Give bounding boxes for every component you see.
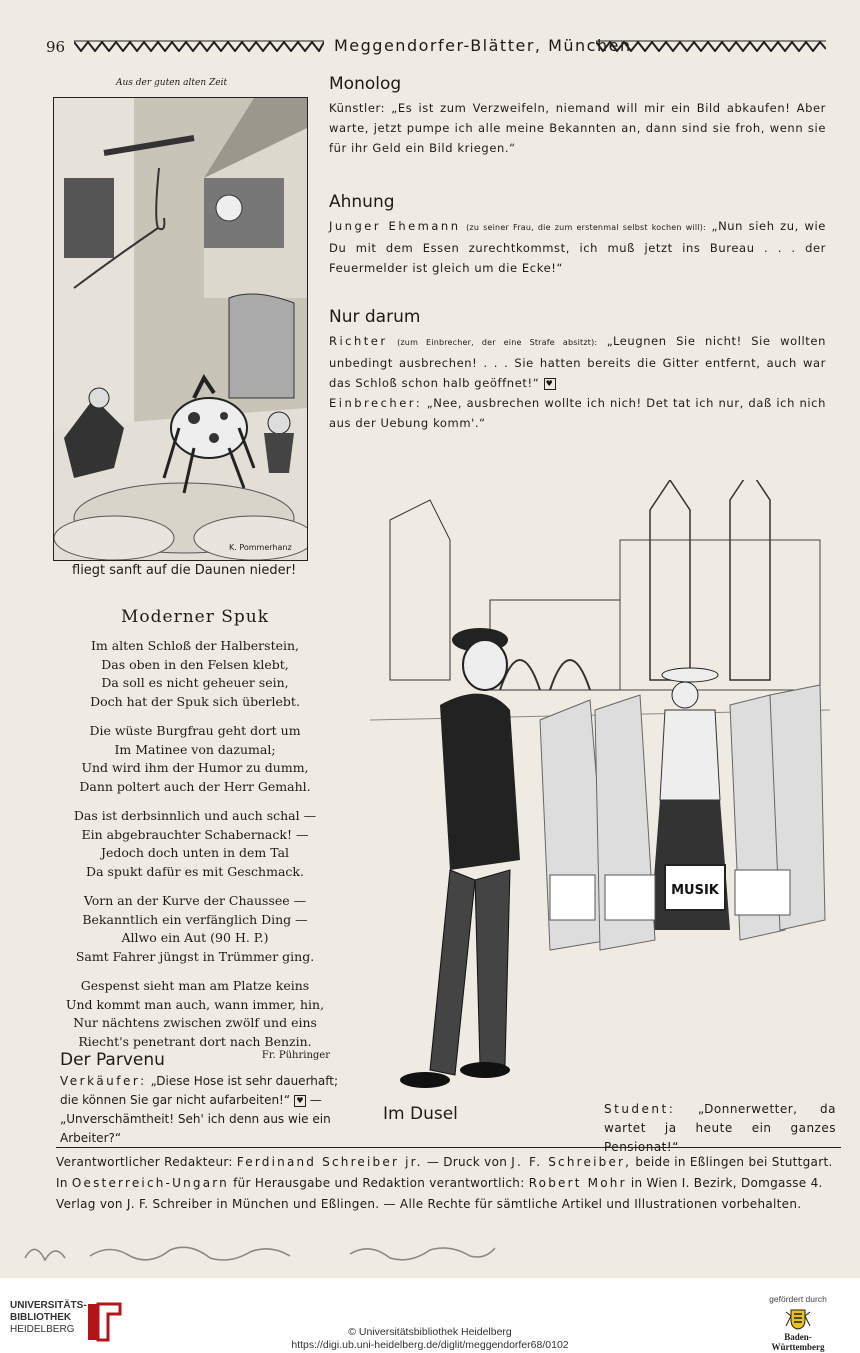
poem-author: Fr. Pühringer — [261, 1050, 330, 1061]
nur-darum-section — [329, 307, 826, 433]
poem-line: Da soll es nicht geheuer sein, — [101, 675, 289, 690]
ahnung-body: „Nun sieh zu, wie Du mit dem Essen zurechtkommst, ich muß jetzt ins Bureau . . . der Feuermelder ist gleich um die Ecke!“ — [329, 219, 826, 275]
library-name-line: HEIDELBERG — [10, 1324, 75, 1335]
imprint-text: beide in Eßlingen bei Stuttgart. — [635, 1155, 833, 1169]
funded-by-label: gefördert durch — [769, 1294, 827, 1304]
library-footer — [0, 1278, 860, 1353]
parvenu-speaker: Verkäufer: — [60, 1074, 147, 1088]
poem-line: Im Matinee von dazumal; — [114, 741, 276, 757]
poem-line: Ein abgebrauchter Schabernack! — — [81, 826, 309, 842]
imprint-text: In — [56, 1176, 68, 1190]
page-header — [40, 36, 830, 58]
funder-name: Baden-Württemberg — [771, 1332, 825, 1352]
monolog-body: „Es ist zum Verzweifeln, niemand will mir ein Bild abkaufen! Aber warte, jetzt pumpe ich alle meine Bekannten an, dann sind sie froh, wenn sie für ihr Geld ein Bild kriegen.“ — [329, 101, 826, 155]
library-name-line: UNIVERSITÄTS- — [10, 1300, 87, 1311]
poem-line: Das ist derbsinnlich und auch schal — — [73, 808, 317, 823]
richter-body: „Leugnen Sie nicht! Sie wollten unbedingt ausbrechen! . . . Sie hatten bereits die Gitter entfernt, auch war das Schloß schon halb geöffnet!“ — [329, 334, 826, 390]
library-name-line: BIBLIOTHEK — [10, 1312, 72, 1323]
magazine-title: Meggendorfer-Blätter, München — [334, 36, 632, 55]
student-speaker: Student: — [604, 1102, 676, 1116]
poem-line: Die wüste Burgfrau geht dort um — [89, 723, 301, 738]
poem-line: Da spukt dafür es mit Geschmack. — [86, 863, 304, 879]
illustration1-caption-top: Aus der guten alten Zeit — [116, 78, 228, 88]
poem-line: Doch hat der Spuk sich überlebt. — [90, 693, 300, 709]
imprint-footer — [56, 1152, 856, 1215]
permalink-url[interactable]: https://digi.ub.uni-heidelberg.de/diglit/meggendorfer68/0102 — [291, 1339, 569, 1351]
einbrecher-body: „Nee, ausbrechen wollte ich nich! Det tat ich nur, daß ich nich aus der Uebung komm'.“ — [329, 396, 826, 430]
illustration-im-dusel — [370, 480, 830, 1100]
header-ornament-left — [74, 40, 324, 52]
imprint-editor: Ferdinand Schreiber jr. — [236, 1155, 423, 1169]
poem-stanza-1 — [60, 637, 330, 711]
illustration1-caption: fliegt sanft auf die Daunen nieder! — [72, 563, 297, 578]
funding-notice — [758, 1294, 838, 1352]
imprint-text: — Druck von — [426, 1155, 508, 1169]
poem-line: Bekanntlich ein verfänglich Ding — — [82, 911, 308, 927]
illustration-horse-falling — [53, 97, 308, 561]
imprint-line-2 — [56, 1173, 856, 1194]
poem-line: Jedoch doch unten in dem Tal — [100, 845, 290, 860]
ahnung-section — [329, 192, 826, 278]
poem-line: Und wird ihm der Humor zu dumm, — [81, 760, 309, 775]
poem-stanza-2 — [60, 722, 330, 796]
illustration2-caption: Im Dusel — [383, 1104, 458, 1124]
poem-stanza-5 — [60, 977, 330, 1051]
poem-stanza-4 — [60, 892, 330, 966]
monolog-text — [329, 98, 826, 158]
illustrator-signature: K. Pommerhanz — [229, 543, 292, 552]
imprint-text: Verantwortlicher Redakteur: — [56, 1155, 233, 1169]
poem-title: Moderner Spuk — [120, 607, 270, 627]
parvenu-text — [60, 1072, 350, 1148]
poem-line: Das oben in den Felsen klebt, — [101, 656, 289, 672]
imprint-country: Oesterreich-Ungarn — [71, 1176, 229, 1190]
imprint-responsible: Robert Mohr — [528, 1176, 627, 1190]
poem-moderner-spuk — [60, 607, 330, 1061]
ahnung-text — [329, 216, 826, 278]
imprint-text: in Wien I. Bezirk, Domgasse 4. — [630, 1176, 823, 1190]
poem-line: Allwo ein Aut (90 H. P.) — [121, 930, 269, 945]
heart-mark-icon: ♥ — [294, 1095, 306, 1107]
monolog-title: Monolog — [329, 74, 402, 94]
shutter-window — [64, 178, 114, 258]
parvenu-title: Der Parvenu — [60, 1050, 165, 1070]
heart-mark-icon: ♥ — [544, 378, 556, 390]
musik-bag-label: MUSIK — [671, 883, 719, 898]
baden-wuerttemberg-crest-icon — [783, 1308, 813, 1330]
student-body: „Donnerwetter, da wartet ja heute ein ganzes Pensionat!“ — [604, 1102, 836, 1154]
student-quote — [604, 1100, 836, 1157]
imprint-line-3: Verlag von J. F. Schreiber in München und Eßlingen. — Alle Rechte für sämtliche Artikel und Illustrationen vorbehalten. — [56, 1197, 802, 1211]
copyright-info — [0, 1326, 860, 1352]
schoolgirls-group — [540, 668, 825, 950]
copyright-text: © Universitätsbibliothek Heidelberg — [348, 1326, 512, 1338]
imprint-printer: J. F. Schreiber, — [511, 1155, 632, 1169]
handwritten-annotation — [20, 1238, 500, 1268]
poem-line: Riecht's penetrant dort nach Benzin. — [78, 1033, 312, 1049]
poem-line: Im alten Schloß der Halberstein, — [90, 638, 300, 653]
page-number: 96 — [46, 38, 66, 56]
richter-speaker: Richter — [329, 334, 388, 348]
parvenu-body-2: — „Unverschämtheit! Seh' ich denn aus wie ein Arbeiter?“ — [60, 1093, 331, 1145]
ahnung-speaker: Junger Ehemann — [329, 219, 461, 233]
poem-stanza-3 — [60, 807, 330, 881]
nur-darum-text — [329, 331, 826, 433]
poem-line: Nur nächtens zwischen zwölf und eins — [73, 1015, 317, 1030]
einbrecher-speaker: Einbrecher: — [329, 396, 423, 410]
footer-rule — [56, 1147, 841, 1148]
poem-line: Und kommt man auch, wann immer, hin, — [65, 996, 325, 1012]
nur-darum-title: Nur darum — [329, 307, 421, 327]
monolog-speaker: Künstler: — [329, 101, 386, 115]
poem-line: Gespenst sieht man am Platze keins — [80, 978, 310, 993]
poem-line: Samt Fahrer jüngst in Trümmer ging. — [75, 948, 315, 964]
richter-aside: (zum Einbrecher, der eine Strafe absitzt): — [397, 338, 598, 347]
ahnung-title: Ahnung — [329, 192, 395, 212]
poem-line: Dann poltert auch der Herr Gemahl. — [79, 778, 311, 794]
imprint-line-1 — [56, 1152, 856, 1173]
monolog-section — [329, 74, 826, 158]
parvenu-body-1: „Diese Hose ist sehr dauerhaft; die können Sie gar nicht aufarbeiten!“ — [60, 1074, 339, 1107]
poem-line: Vorn an der Kurve der Chaussee — — [83, 893, 307, 908]
header-ornament-right — [596, 40, 826, 52]
ahnung-aside: (zu seiner Frau, die zum erstenmal selbst kochen will): — [466, 223, 706, 232]
parvenu-section — [60, 1050, 350, 1148]
imprint-text: für Herausgabe und Redaktion verantwortlich: — [233, 1176, 525, 1190]
